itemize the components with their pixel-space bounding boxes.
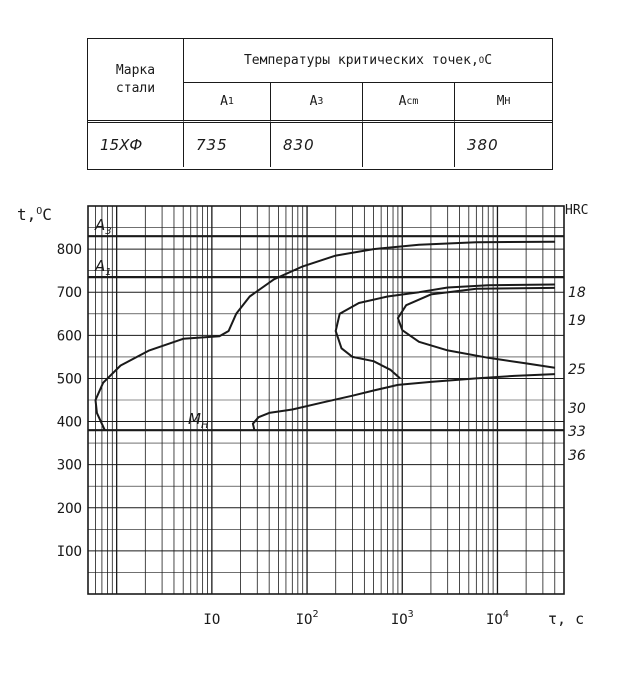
temps-header	[184, 39, 552, 83]
hrc-value: 30	[568, 400, 586, 417]
hrc-value: 18	[568, 285, 586, 302]
temp-col-symbol: M	[496, 94, 505, 109]
cct-diagram	[0, 180, 633, 684]
y-tick-label: 2OO	[56, 500, 82, 517]
hrc-value: 33	[568, 424, 586, 441]
temp-col-subscript: 1	[227, 96, 234, 107]
x-tick-label: $IO^4$	[486, 609, 509, 628]
x-tick-label: $IO^3$	[390, 609, 414, 628]
steel-grade-label: Марка стали	[115, 62, 156, 96]
temp-value	[363, 123, 455, 167]
y-tick-labels	[57, 242, 82, 560]
y-tick-label: 8OO	[56, 242, 82, 259]
temp-col-header	[455, 83, 552, 123]
temp-col-subscript: cm	[406, 96, 419, 107]
temp-col-symbol: A	[309, 94, 318, 109]
y-axis-label: t,$^O$C	[17, 205, 52, 224]
chart-grid	[88, 206, 564, 594]
x-tick-labels	[203, 609, 508, 628]
temp-col-symbol: A	[220, 94, 228, 109]
hrc-value: 25	[568, 361, 586, 378]
temp-col-header	[271, 83, 363, 123]
y-tick-label: 3OO	[56, 457, 82, 474]
temp-value: 830	[271, 123, 363, 167]
steel-grade-value: 15ХФ	[88, 123, 184, 167]
steel-grade-header	[88, 39, 184, 123]
y-tick-label: 5OO	[56, 371, 82, 388]
temps-unit: C	[484, 53, 493, 68]
temp-value: 735	[184, 123, 271, 167]
temp-col-subscript: H	[504, 96, 511, 107]
critical-line-label: $A_3$	[95, 216, 112, 238]
critical-line-label: $M_H$	[188, 410, 209, 432]
critical-lines	[88, 216, 564, 431]
x-tick-label: IO	[203, 612, 221, 628]
temps-header-label: Температуры критических точек,	[243, 53, 479, 68]
temp-col-header	[184, 83, 271, 123]
transformation-curve	[336, 285, 555, 379]
x-tick-label: $IO^2$	[295, 609, 319, 628]
temp-value: 380	[467, 136, 499, 154]
temp-col-subscript: 3	[317, 96, 324, 107]
critical-line-label: $A_1$	[95, 257, 112, 279]
temps-unit-sup: O	[478, 55, 485, 66]
temp-col-symbol: A	[398, 94, 407, 109]
hrc-label: HRC	[565, 203, 589, 218]
hrc-value: 19	[568, 313, 586, 330]
transformation-curves	[96, 242, 555, 430]
y-tick-label: 7OO	[56, 285, 82, 302]
temp-col-header	[363, 83, 455, 123]
hrc-value: 36	[568, 448, 586, 465]
y-tick-label: 6OO	[56, 328, 82, 345]
hrc-values	[568, 285, 586, 464]
critical-points-table	[87, 38, 553, 170]
y-tick-label: IOO	[56, 543, 82, 560]
y-tick-label: 4OO	[56, 414, 82, 431]
x-axis-label: τ, с	[548, 610, 585, 628]
